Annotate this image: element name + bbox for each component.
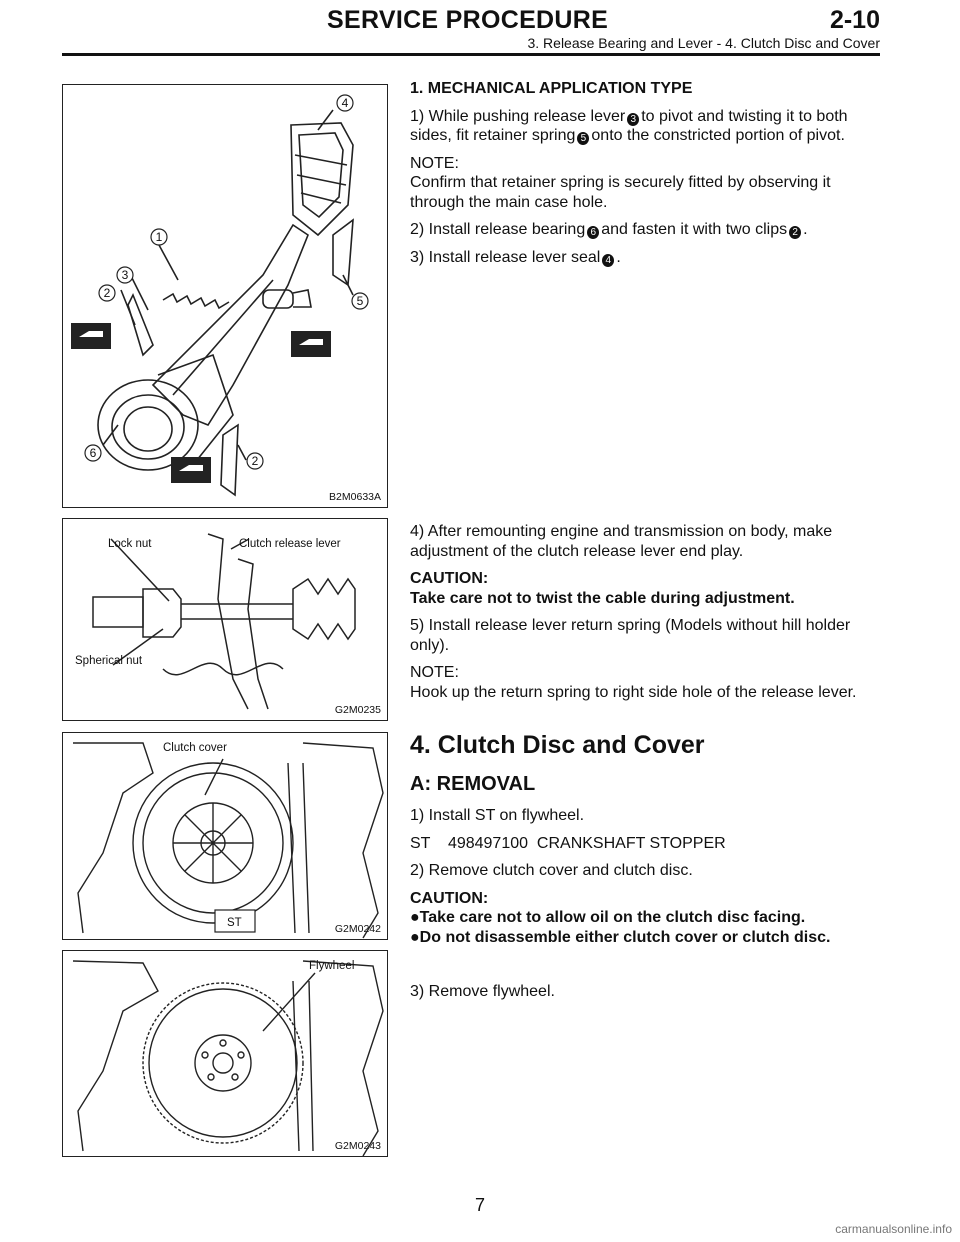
- text-block-mechanical-type: [410, 79, 880, 275]
- bullet-icon: ●: [410, 909, 420, 926]
- figure-clutch-cover: [62, 732, 388, 940]
- release-lever-illustration: [63, 85, 388, 508]
- svg-text:4: 4: [341, 96, 349, 110]
- source-watermark: carmanualsonline.info: [835, 1222, 952, 1236]
- note-text: Hook up the return spring to right side hole of the release lever.: [410, 683, 857, 701]
- bullet-icon: ●: [410, 928, 420, 946]
- label-st: ST: [227, 917, 242, 929]
- note-label: NOTE:: [410, 664, 459, 681]
- removal-step-2: 2) Remove clutch cover and clutch disc.: [410, 862, 693, 879]
- callout-4: [337, 95, 353, 111]
- callout-6: [85, 445, 101, 461]
- note-2: [410, 663, 880, 702]
- caution-2: [410, 889, 880, 948]
- figure-code: B2M0633A: [329, 491, 381, 503]
- figure-code: G2M0243: [334, 1140, 381, 1152]
- caution-label: CAUTION:: [410, 570, 489, 587]
- svg-text:1: 1: [155, 230, 163, 244]
- section-heading-mechanical: 1. MECHANICAL APPLICATION TYPE: [410, 80, 693, 97]
- caution-text: Take care not to twist the cable during adjustment.: [410, 589, 795, 607]
- step-4: 4) After remounting engine and transmission on body, make adjustment of the clutch release lever end play.: [410, 523, 833, 560]
- callout-ref-4: 4: [602, 254, 614, 267]
- svg-text:6: 6: [89, 446, 97, 460]
- callout-2-lower: [247, 453, 263, 469]
- callout-1: [151, 229, 167, 245]
- step-5: 5) Install release lever return spring (Models without hill holder only).: [410, 617, 851, 654]
- callout-ref-5: 5: [577, 132, 589, 145]
- svg-text:2: 2: [103, 286, 111, 300]
- caution-1: [410, 569, 880, 608]
- header-section-number: 2-10: [829, 6, 880, 34]
- step-2: 2) Install release bearing 6 and fasten it with two clips 2 .: [410, 221, 808, 238]
- text-block-adjustment: [410, 522, 880, 710]
- svg-text:2: 2: [251, 454, 259, 468]
- figure-release-lever: [62, 84, 388, 508]
- label-lock-nut: Lock nut: [108, 538, 152, 550]
- flywheel-illustration: [63, 951, 388, 1157]
- text-block-clutch-removal: [410, 730, 880, 947]
- label-spherical-nut: Spherical nut: [75, 655, 143, 667]
- section-heading-clutch-disc: 4. Clutch Disc and Cover: [410, 731, 705, 759]
- text-block-flywheel: [410, 982, 880, 1010]
- figure-lock-nut: [62, 518, 388, 721]
- header-subtitle: 3. Release Bearing and Lever - 4. Clutch Disc and Cover: [527, 35, 880, 51]
- callout-ref-6: 6: [587, 226, 599, 239]
- grease-badge-icons: [71, 323, 331, 483]
- step-3: 3) Install release lever seal 4 .: [410, 248, 621, 266]
- figure-code: G2M0235: [334, 704, 381, 716]
- special-tool-line: ST 498497100 CRANKSHAFT STOPPER: [410, 834, 726, 852]
- page-number: 7: [474, 1195, 485, 1215]
- label-clutch-cover: Clutch cover: [163, 742, 227, 754]
- svg-text:3: 3: [121, 268, 129, 282]
- caution-bullet-2: Do not disassemble either clutch cover or clutch disc.: [419, 928, 831, 946]
- caution-bullet-1: Take care not to allow oil on the clutch disc facing.: [419, 909, 806, 926]
- header-rule: [62, 53, 880, 56]
- removal-step-3: 3) Remove flywheel.: [410, 983, 555, 1000]
- subheading-removal: A: REMOVAL: [410, 773, 536, 795]
- svg-text:5: 5: [356, 294, 364, 308]
- caution-label: CAUTION:: [410, 889, 489, 907]
- step-1: 1) While pushing release lever 3 to pivot and twisting it to both sides, fit retainer spring 5 onto the constricted portion of pivot.: [410, 107, 848, 144]
- note-1: [410, 154, 880, 213]
- lock-nut-illustration: [63, 519, 388, 721]
- callout-ref-3: 3: [627, 113, 639, 126]
- clutch-cover-illustration: [63, 733, 388, 940]
- note-text: Confirm that retainer spring is securely fitted by observing it through the main case hole.: [410, 174, 831, 211]
- figure-code: G2M0242: [334, 923, 381, 935]
- label-flywheel: Flywheel: [309, 960, 355, 972]
- figure-flywheel: [62, 950, 388, 1157]
- callout-3: [117, 267, 133, 283]
- label-clutch-release-lever: Clutch release lever: [239, 538, 341, 550]
- note-label: NOTE:: [410, 154, 459, 172]
- callout-5: [352, 293, 368, 309]
- callout-ref-2: 2: [789, 226, 801, 239]
- header-title: SERVICE PROCEDURE: [327, 6, 609, 34]
- callout-2: [99, 285, 115, 301]
- removal-step-1: 1) Install ST on flywheel.: [410, 807, 585, 824]
